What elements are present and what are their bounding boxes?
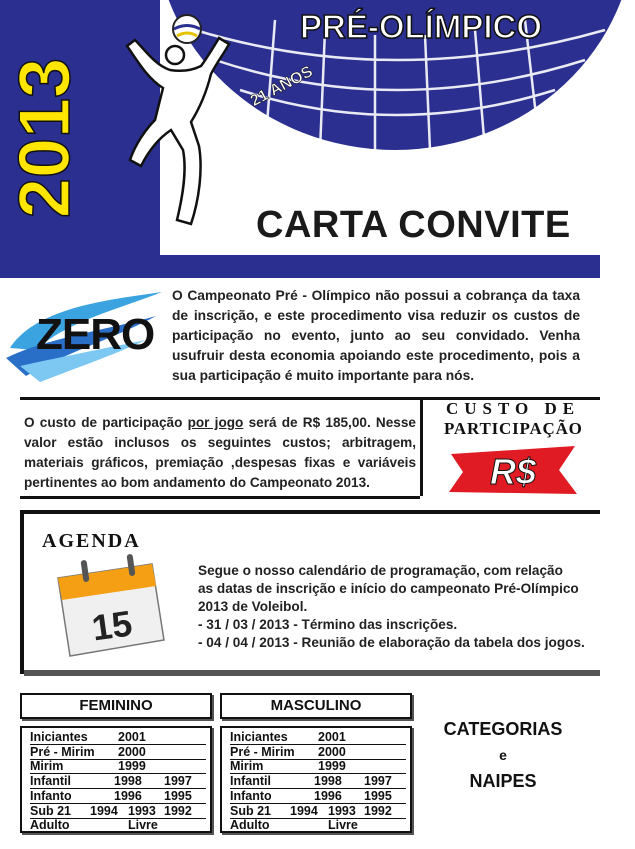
category-name: Infantil [230, 774, 271, 789]
category-row [30, 789, 206, 804]
categories-line1: CATEGORIAS [443, 719, 563, 739]
category-row [230, 818, 406, 833]
category-year: 1999 [318, 759, 346, 774]
cost-title-line2: PARTICIPAÇÃO [444, 419, 583, 438]
masculino-table [220, 726, 412, 833]
cost-text-end: será de R$ 185,00. Nesse valor estão inclusos os seguintes custos; arbitragem, materiais gráficos, premiação ,despesas fixas e variáveis pertinentes ao bom andamento do Campeonato 2013. [24, 415, 416, 490]
category-name: Sub 21 [30, 803, 71, 818]
category-row [230, 730, 406, 745]
agenda-title: AGENDA [42, 530, 141, 552]
feminino-table [20, 726, 212, 833]
zero-paragraph: O Campeonato Pré - Olímpico não possui a cobrança da taxa de inscrição, e este procedimento visa reduzir os custos de participação no evento, junto ao seu convidado. Venha usufruir desta economia apoiando este procedimento, pois a sua participação é muito importante para nós. [172, 288, 580, 383]
category-year: 1996 [114, 788, 142, 803]
category-name: Iniciantes [30, 730, 88, 744]
category-row [30, 818, 206, 833]
category-year: 1993 [328, 803, 356, 818]
currency-logo-text: R$ [489, 451, 537, 492]
category-name: Pré - Mirim [30, 744, 95, 759]
category-name: Adulto [230, 818, 270, 833]
category-name: Sub 21 [230, 803, 271, 818]
category-year: 1994 [90, 803, 118, 818]
volleyball-player-icon [115, 10, 235, 250]
category-name: Iniciantes [230, 730, 288, 744]
agenda-line: - 04 / 04 / 2013 - Reunião de elaboração da tabela dos jogos. [198, 635, 585, 650]
cost-text-per-game: por jogo [187, 415, 244, 430]
category-year: 1993 [128, 803, 156, 818]
cost-text-start: O custo de participação [24, 415, 188, 430]
category-year: 1992 [164, 803, 192, 818]
category-row [30, 759, 206, 774]
category-year: 1995 [364, 788, 392, 803]
feminino-header: FEMININO [20, 693, 212, 719]
category-name: Infanto [30, 788, 72, 803]
category-year: 1994 [290, 803, 318, 818]
category-name: Mirim [230, 759, 264, 774]
category-year: 1995 [164, 788, 192, 803]
category-year: 1999 [118, 759, 146, 774]
category-name: Adulto [30, 818, 70, 833]
section-divider [20, 496, 420, 499]
anniversary-label: 21 ANOS [247, 63, 316, 110]
category-year: 1998 [314, 774, 342, 789]
category-row [230, 745, 406, 760]
agenda-line: as datas de inscrição e início do campeonato Pré-Olímpico [198, 581, 579, 596]
category-row [230, 774, 406, 789]
category-name: Infantil [30, 774, 71, 789]
category-year: 2000 [118, 744, 146, 759]
category-year: 2001 [118, 730, 146, 744]
cost-paragraph [24, 413, 416, 493]
masculino-header: MASCULINO [220, 693, 412, 719]
cost-title-line1: CUSTO DE [446, 399, 581, 418]
year-text: 2013 [5, 57, 85, 219]
category-name: Pré - Mirim [230, 744, 295, 759]
year-vertical [5, 18, 85, 258]
category-year: Livre [128, 818, 158, 833]
section-divider [420, 398, 423, 496]
agenda-line: Segue o nosso calendário de programação, com relação [198, 563, 563, 578]
category-name: Infanto [230, 788, 272, 803]
event-title: PRÉ-OLÍMPICO [300, 8, 543, 45]
agenda-line: 2013 de Voleibol. [198, 599, 308, 614]
volleyball-icon [172, 14, 202, 44]
category-row [30, 745, 206, 760]
category-row [30, 774, 206, 789]
page-title: CARTA CONVITE [256, 204, 571, 246]
calendar-icon [52, 556, 168, 660]
calendar-day: 15 [89, 602, 135, 649]
agenda-text [198, 562, 596, 652]
category-year: 2000 [318, 744, 346, 759]
category-year: 1992 [364, 803, 392, 818]
category-row [230, 789, 406, 804]
currency-logo [447, 444, 579, 496]
category-name: Mirim [30, 759, 64, 774]
category-row [230, 804, 406, 819]
category-row [30, 804, 206, 819]
category-year: 1996 [314, 788, 342, 803]
agenda-box-shadow [24, 670, 600, 676]
category-year: Livre [328, 818, 358, 833]
zero-logo-text: ZERO [36, 310, 155, 359]
category-year: 1997 [364, 774, 392, 789]
category-year: 1997 [164, 774, 192, 789]
agenda-line: - 31 / 03 / 2013 - Término das inscrições. [198, 617, 458, 632]
category-year: 1998 [114, 774, 142, 789]
categories-line2: e [499, 747, 507, 763]
category-row [230, 759, 406, 774]
category-row [30, 730, 206, 745]
category-year: 2001 [318, 730, 346, 744]
categories-line3: NAIPES [469, 771, 537, 791]
categories-label [440, 716, 566, 794]
